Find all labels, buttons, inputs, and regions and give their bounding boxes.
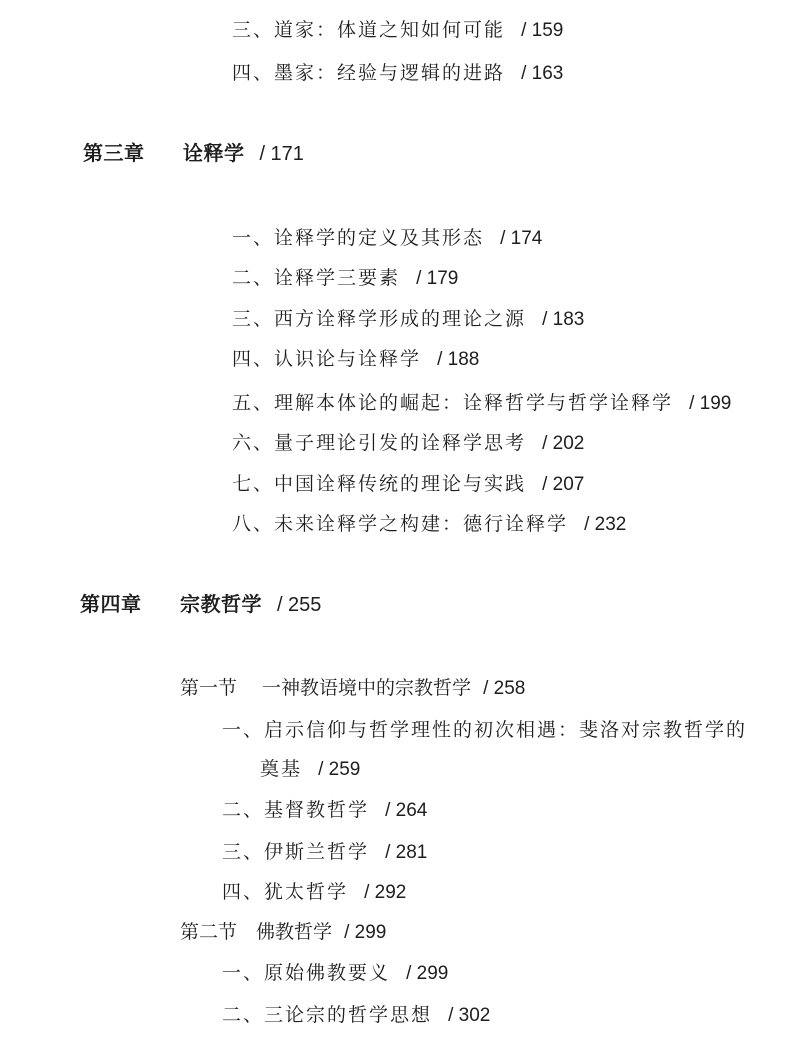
section-title: 三、西方诠释学形成的理论之源 — [232, 308, 527, 330]
page-number: / 302 — [448, 1005, 491, 1026]
chapter-title: 宗教哲学 — [180, 592, 262, 616]
section-title-continuation: 奠基 — [260, 758, 303, 780]
toc-entry-continuation — [260, 757, 360, 782]
section-title: 四、墨家：经验与逻辑的进路 — [232, 62, 506, 84]
page-number: / 163 — [521, 63, 564, 84]
toc-entry — [232, 266, 458, 291]
page-number: / 232 — [584, 514, 627, 535]
toc-entry — [222, 840, 427, 865]
page-number: / 255 — [276, 594, 322, 616]
page-number: / 258 — [483, 678, 526, 699]
chapter-number: 第三章 — [83, 141, 145, 165]
section-title: 四、认识论与诠释学 — [232, 348, 422, 370]
toc-entry — [232, 307, 584, 332]
page-number: / 259 — [318, 759, 361, 780]
page-number: / 199 — [689, 393, 732, 414]
section-title: 八、未来诠释学之构建：德行诠释学 — [232, 513, 569, 535]
toc-entry — [222, 718, 747, 742]
page-number: / 264 — [385, 800, 428, 821]
page-number: / 174 — [500, 228, 543, 249]
chapter-heading — [83, 141, 304, 166]
section-title: 一、原始佛教要义 — [222, 962, 391, 984]
page-number: / 183 — [542, 309, 585, 330]
toc-entry — [232, 18, 563, 43]
page-number: / 281 — [385, 842, 428, 863]
section-title: 二、基督教哲学 — [222, 799, 370, 821]
section-title: 二、诠释学三要素 — [232, 267, 401, 289]
page-number: / 207 — [542, 474, 585, 495]
chapter-title: 诠释学 — [183, 141, 245, 165]
toc-entry — [232, 61, 563, 86]
page-number: / 202 — [542, 433, 585, 454]
toc-entry — [232, 226, 542, 251]
page-number: / 179 — [416, 268, 459, 289]
page-number: / 159 — [521, 20, 564, 41]
page-number: / 188 — [437, 349, 480, 370]
subchapter-heading — [180, 920, 386, 945]
toc-entry — [222, 880, 406, 905]
subchapter-title: 佛教哲学 — [256, 921, 333, 943]
toc-entry — [232, 512, 626, 537]
page-number: / 299 — [406, 963, 449, 984]
toc-entry — [222, 798, 427, 823]
toc-entry — [232, 391, 731, 416]
section-title: 六、量子理论引发的诠释学思考 — [232, 432, 527, 454]
chapter-number: 第四章 — [80, 592, 142, 616]
chapter-heading — [80, 592, 321, 617]
subchapter-heading — [180, 676, 525, 701]
toc-entry — [232, 472, 584, 497]
page-number: / 292 — [364, 882, 407, 903]
toc-entry — [232, 347, 479, 372]
toc-entry — [232, 431, 584, 456]
section-title: 一、诠释学的定义及其形态 — [232, 227, 485, 249]
section-title: 一、启示信仰与哲学理性的初次相遇：斐洛对宗教哲学的 — [222, 719, 748, 741]
section-title: 三、道家：体道之知如何可能 — [232, 19, 506, 41]
section-title: 三、伊斯兰哲学 — [222, 841, 370, 863]
page-number: / 299 — [344, 922, 387, 943]
section-title: 七、中国诠释传统的理论与实践 — [232, 473, 527, 495]
subchapter-number: 第一节 — [180, 677, 238, 699]
subchapter-title: 一神教语境中的宗教哲学 — [262, 677, 472, 699]
page-number: / 171 — [259, 143, 304, 165]
toc-entry — [222, 1003, 490, 1028]
subchapter-number: 第二节 — [180, 921, 238, 943]
toc-entry — [222, 961, 448, 986]
section-title: 四、犹太哲学 — [222, 881, 349, 903]
section-title: 二、三论宗的哲学思想 — [222, 1004, 433, 1026]
section-title: 五、理解本体论的崛起：诠释哲学与哲学诠释学 — [232, 392, 674, 414]
